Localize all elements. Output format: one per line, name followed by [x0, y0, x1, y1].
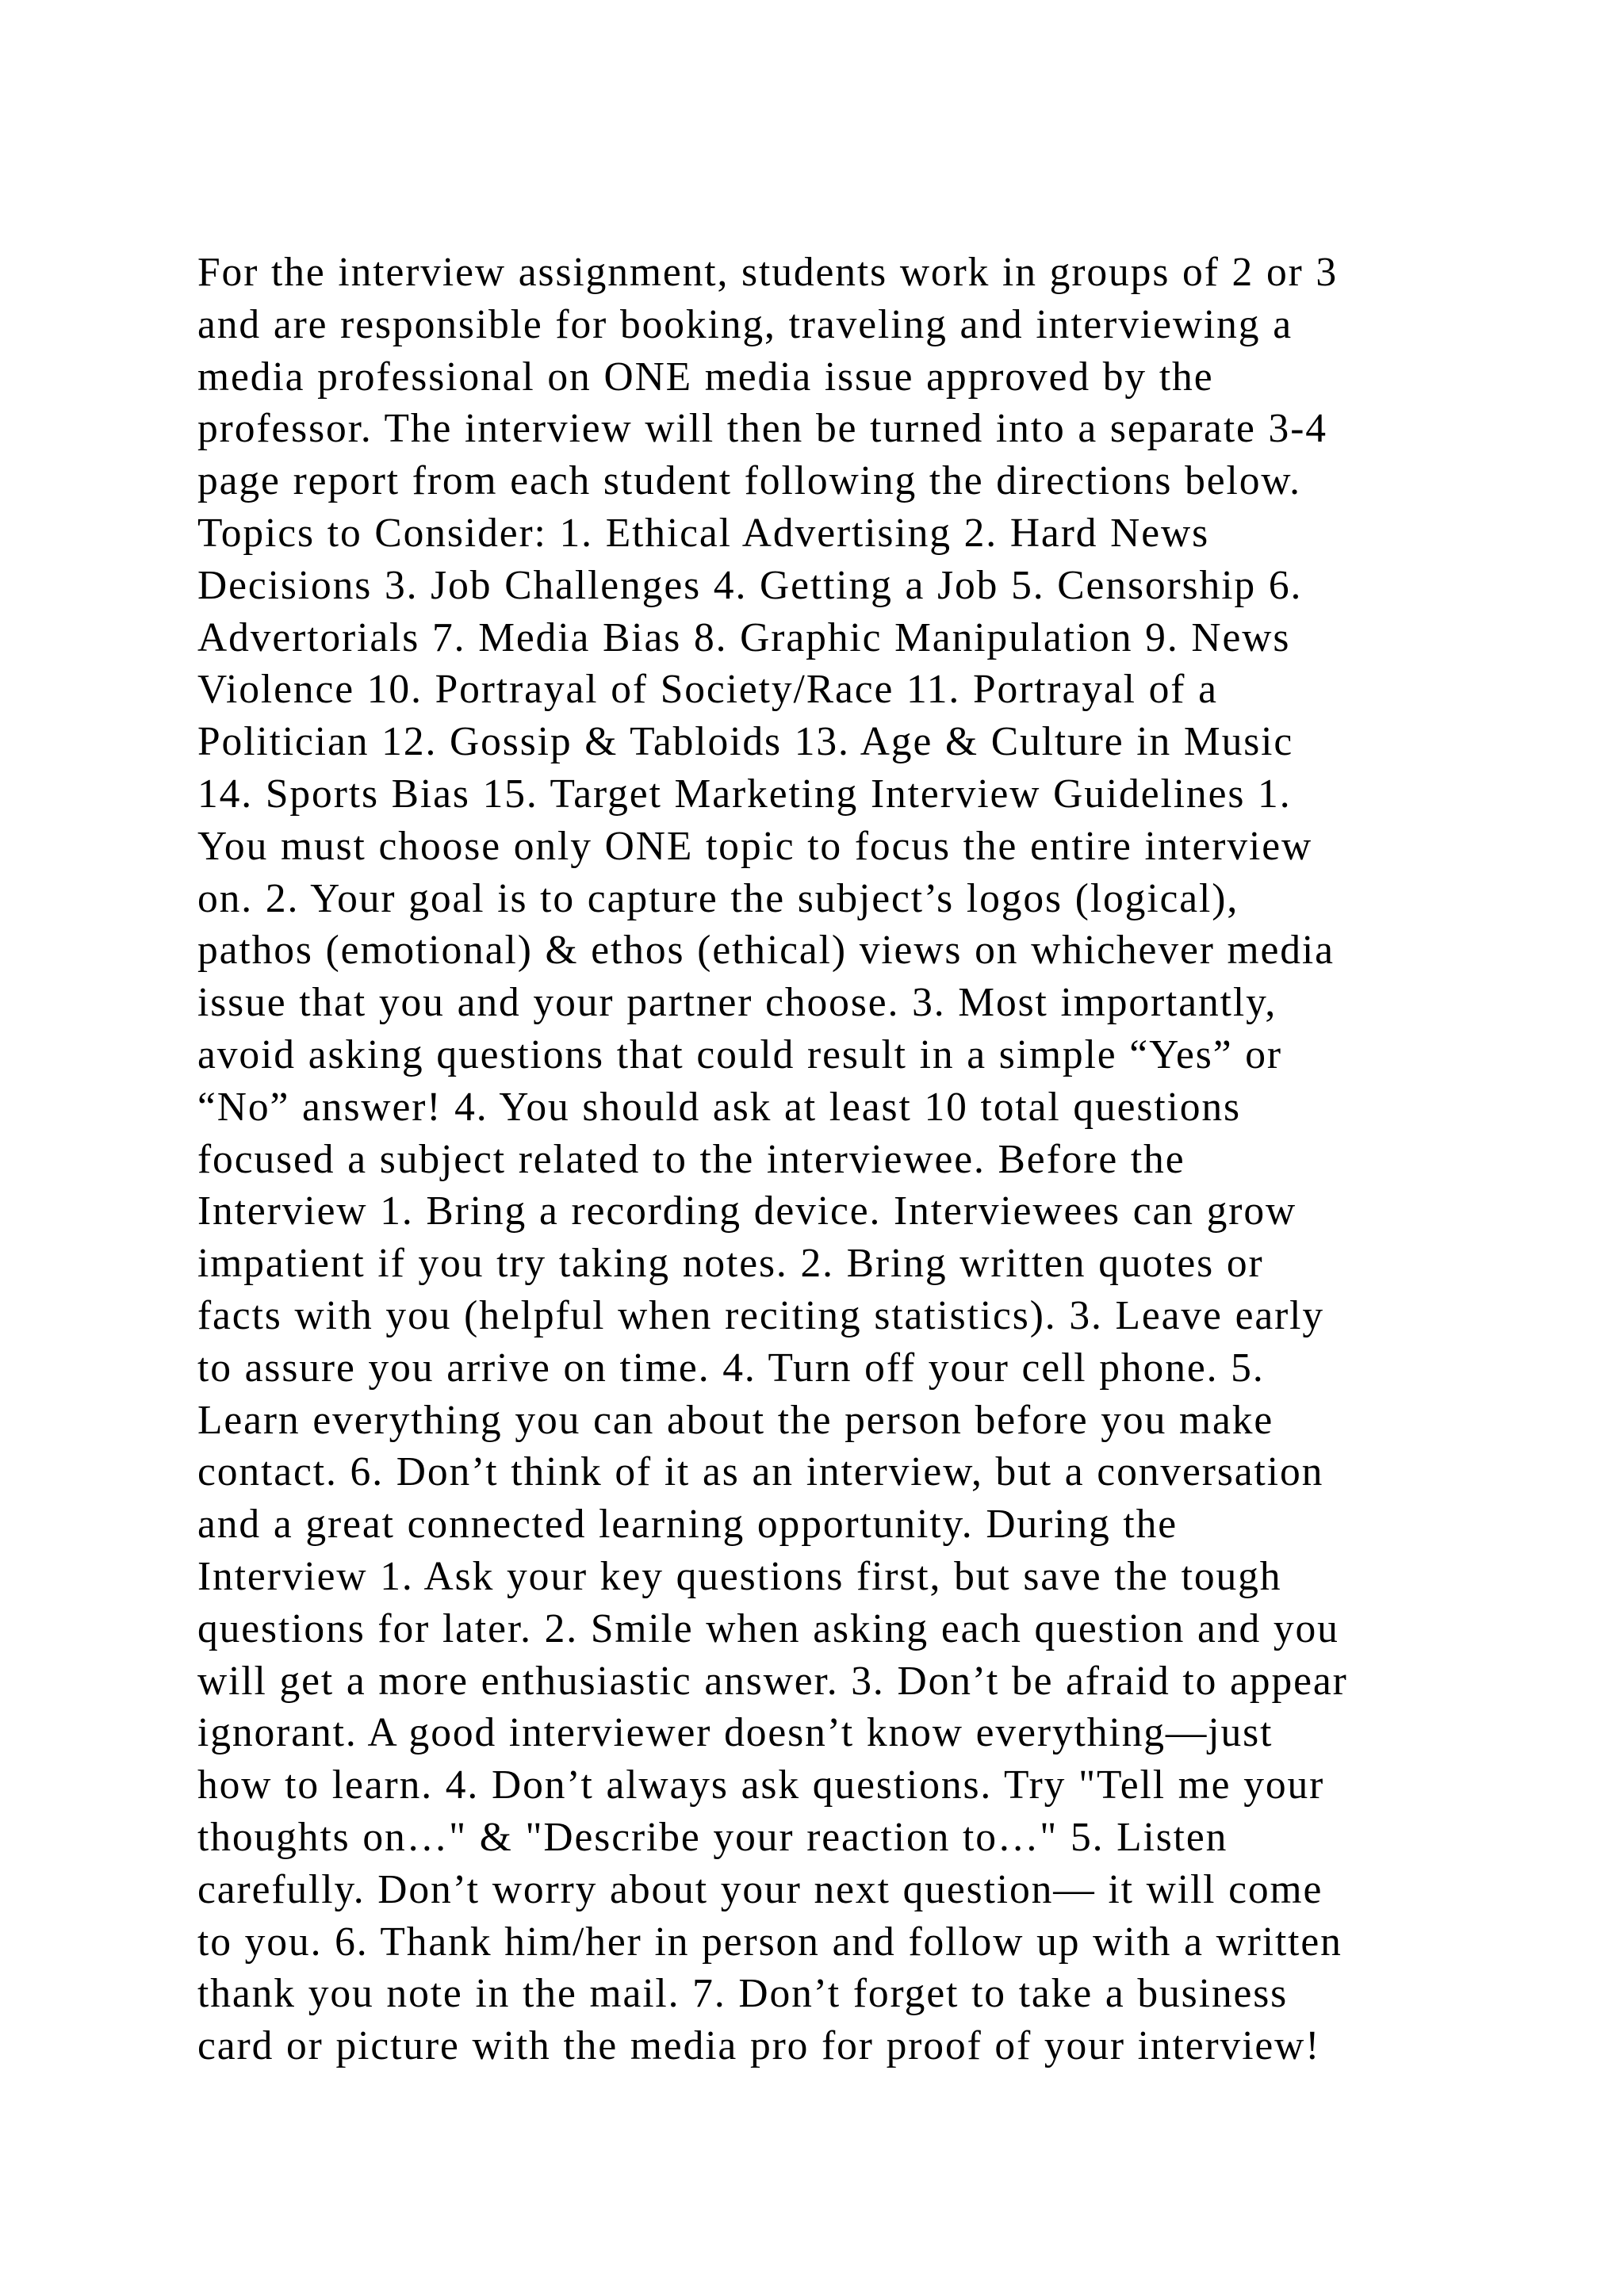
text-line-28: will get a more enthusiastic answer. 3. Don’t be afraid to appear [197, 1658, 1348, 1704]
text-line-13: on. 2. Your goal is to capture the subject’s logos (logical), [197, 875, 1239, 921]
text-line-25: and a great connected learning opportunity. During the [197, 1502, 1178, 1548]
text-line-19: Interview 1. Bring a recording device. Interviewees can grow [197, 1188, 1297, 1234]
text-line-21: facts with you (helpful when reciting statistics). 3. Leave early [197, 1292, 1325, 1338]
text-line-8: Advertorials 7. Media Bias 8. Graphic Manipulation 9. News [197, 614, 1291, 660]
text-line-27: questions for later. 2. Smile when asking each question and you [197, 1605, 1339, 1651]
text-line-14: pathos (emotional) & ethos (ethical) views on whichever media [197, 928, 1335, 974]
text-line-34: thank you note in the mail. 7. Don’t forget to take a business [197, 1971, 1289, 2017]
text-line-26: Interview 1. Ask your key questions first, but save the tough [197, 1553, 1282, 1599]
text-line-22: to assure you arrive on time. 4. Turn off your cell phone. 5. [197, 1345, 1265, 1391]
text-line-20: impatient if you try taking notes. 2. Bring written quotes or [197, 1241, 1264, 1287]
text-line-4: professor. The interview will then be turned into a separate 3-4 [197, 406, 1327, 452]
text-line-7: Decisions 3. Job Challenges 4. Getting a Job 5. Censorship 6. [197, 562, 1303, 608]
text-line-6: Topics to Consider: 1. Ethical Advertising 2. Hard News [197, 510, 1210, 556]
text-line-10: Politician 12. Gossip & Tabloids 13. Age & Culture in Music [197, 719, 1294, 765]
text-line-15: issue that you and your partner choose. 3. Most importantly, [197, 980, 1277, 1026]
text-line-29: ignorant. A good interviewer doesn’t know everything—just [197, 1710, 1274, 1756]
text-line-17: “No” answer! 4. You should ask at least 10 total questions [197, 1084, 1241, 1130]
text-line-35: card or picture with the media pro for proof of your interview! [197, 2023, 1321, 2069]
text-line-5: page report from each student following the directions below. [197, 458, 1301, 504]
text-line-23: Learn everything you can about the person before you make [197, 1397, 1274, 1443]
text-line-2: and are responsible for booking, traveling and interviewing a [197, 301, 1293, 347]
text-line-3: media professional on ONE media issue approved by the [197, 354, 1214, 400]
body-text [197, 247, 1450, 2072]
text-line-33: to you. 6. Thank him/her in person and follow up with a written [197, 1919, 1342, 1965]
text-line-9: Violence 10. Portrayal of Society/Race 11. Portrayal of a [197, 667, 1218, 713]
text-line-30: how to learn. 4. Don’t always ask questions. Try "Tell me your [197, 1762, 1325, 1808]
text-line-18: focused a subject related to the interviewee. Before the [197, 1136, 1185, 1182]
text-line-11: 14. Sports Bias 15. Target Marketing Interview Guidelines 1. [197, 771, 1292, 817]
text-line-24: contact. 6. Don’t think of it as an interview, but a conversation [197, 1449, 1324, 1495]
text-line-1: For the interview assignment, students work in groups of 2 or 3 [197, 250, 1339, 295]
text-line-32: carefully. Don’t worry about your next question— it will come [197, 1866, 1323, 1912]
text-line-31: thoughts on…" & "Describe your reaction to…" 5. Listen [197, 1814, 1228, 1860]
text-line-12: You must choose only ONE topic to focus the entire interview [197, 823, 1313, 869]
text-line-16: avoid asking questions that could result in a simple “Yes” or [197, 1031, 1282, 1077]
